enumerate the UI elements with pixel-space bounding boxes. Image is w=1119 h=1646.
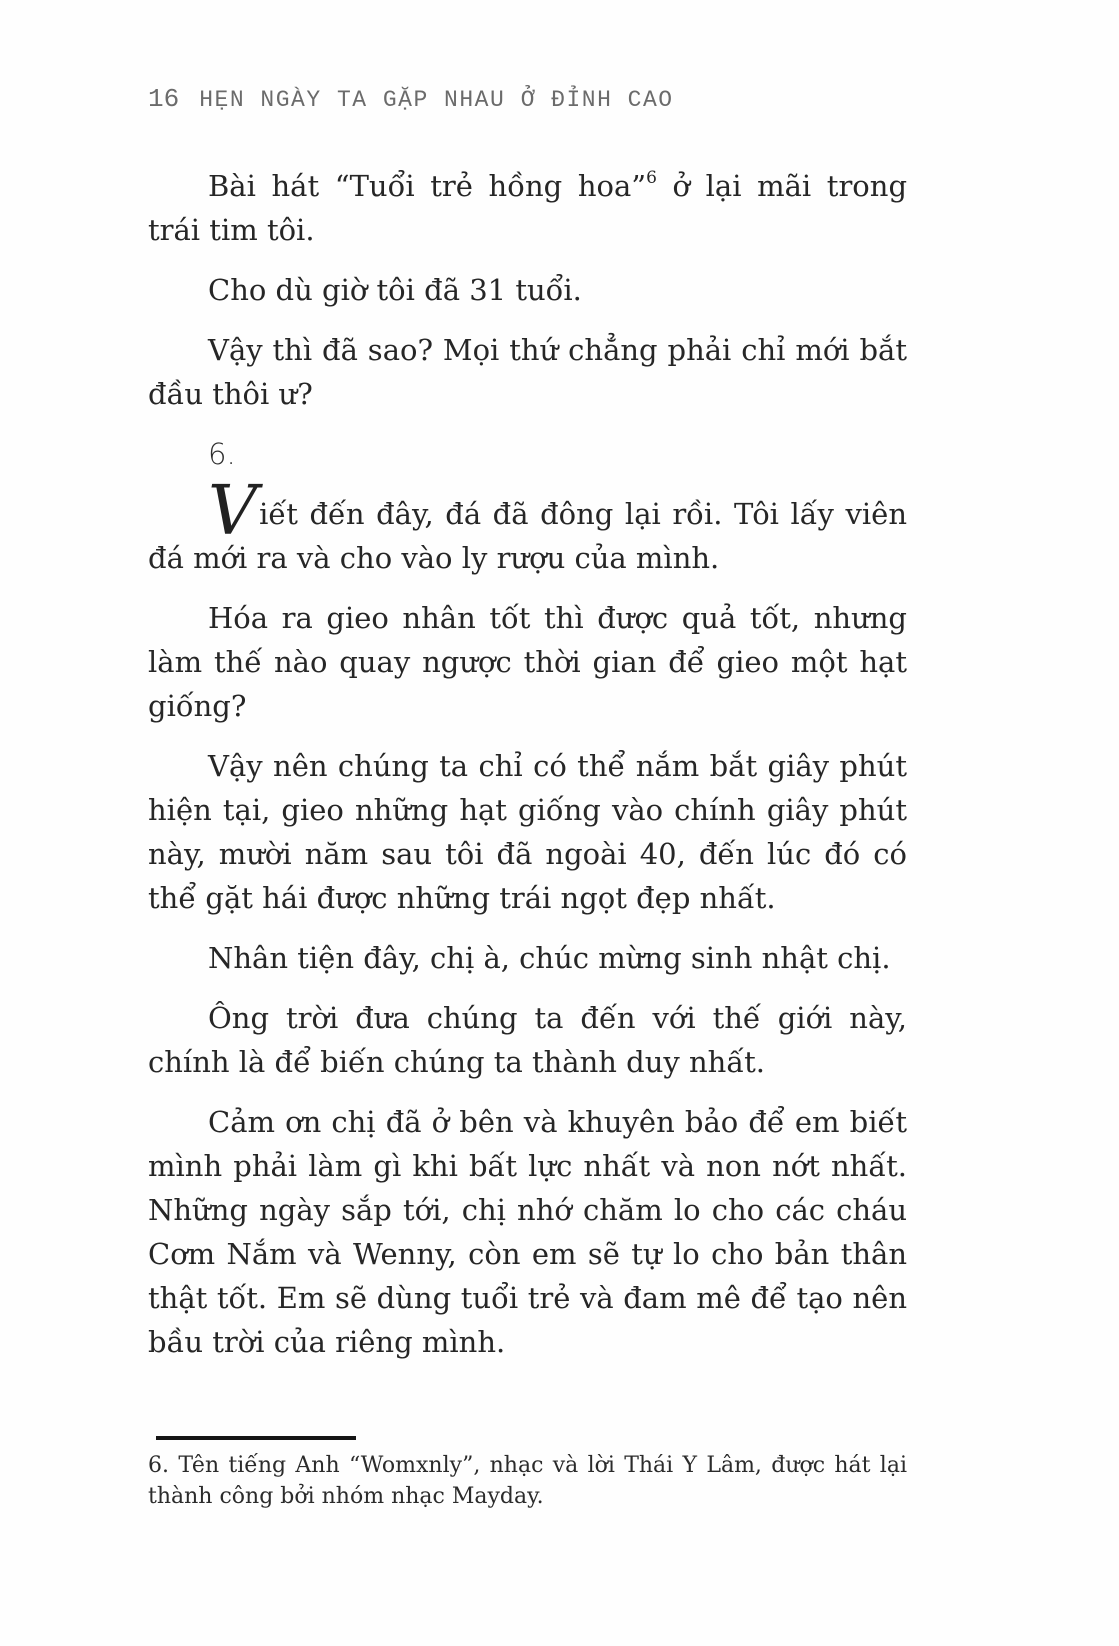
paragraph-thanks: Cảm ơn chị đã ở bên và khuyên bảo để em biết mình phải làm gì khi bất lực nhất và non nớt nhất. Những ngày sắp tới, chị nhớ chăm lo cho các cháu Cơm Nắm và Wenny, còn em sẽ tự lo cho bản thân thật tốt. Em sẽ dùng tuổi trẻ và đam mê để tạo nên bầu trời của riêng mình.	[148, 1105, 907, 1359]
paragraph-so-what: Vậy thì đã sao? Mọi thứ chẳng phải chỉ mới bắt đầu thôi ư?	[148, 333, 907, 411]
paragraph-text: ở lại mãi trong trái tim tôi.	[148, 169, 908, 247]
page-number: 16	[148, 84, 180, 114]
paragraph-unique: Ông trời đưa chúng ta đến với thế giới này, chính là để biến chúng ta thành duy nhất.	[148, 1001, 907, 1079]
paragraph-seed-question: Hóa ra gieo nhân tốt thì được quả tốt, nhưng làm thế nào quay ngược thời gian để gieo một hạt giống?	[148, 601, 907, 723]
body-text	[148, 164, 907, 1364]
running-head-title: HẸN NGÀY TA GẶP NHAU Ở ĐỈNH CAO	[199, 87, 674, 113]
paragraph-song-title	[148, 164, 907, 252]
paragraph-text: Bài hát “Tuổi trẻ hồng hoa”	[208, 169, 647, 203]
footnote-text	[148, 1450, 907, 1512]
section-number: 6.	[208, 437, 236, 471]
paragraph-birthday-wish: Nhân tiện đây, chị à, chúc mừng sinh nhật chị.	[208, 941, 891, 975]
running-head	[148, 84, 907, 114]
footnote-body: Tên tiếng Anh “Womxnly”, nhạc và lời Thái Y Lâm, được hát lại thành công bởi nhóm nhạc Mayday.	[148, 1453, 907, 1509]
script-initial-letter: V	[208, 472, 256, 551]
paragraph-present-moment: Vậy nên chúng ta chỉ có thể nắm bắt giây phút hiện tại, gieo những hạt giống vào chính giây phút này, mười năm sau tôi đã ngoài 40, đến lúc đó có thể gặt hái được những trái ngọt đẹp nhất.	[148, 749, 907, 915]
footnote-rule	[156, 1436, 356, 1440]
footnote-marker-superscript: 6	[646, 168, 657, 188]
paragraph-text: iết đến đây, đá đã đông lại rồi. Tôi lấy viên đá mới ra và cho vào ly rượu của mình.	[148, 497, 907, 575]
paragraph-age: Cho dù giờ tôi đã 31 tuổi.	[208, 273, 582, 307]
footnote	[148, 1436, 907, 1512]
footnote-number: 6.	[148, 1453, 169, 1478]
paragraph-ice	[148, 472, 907, 580]
